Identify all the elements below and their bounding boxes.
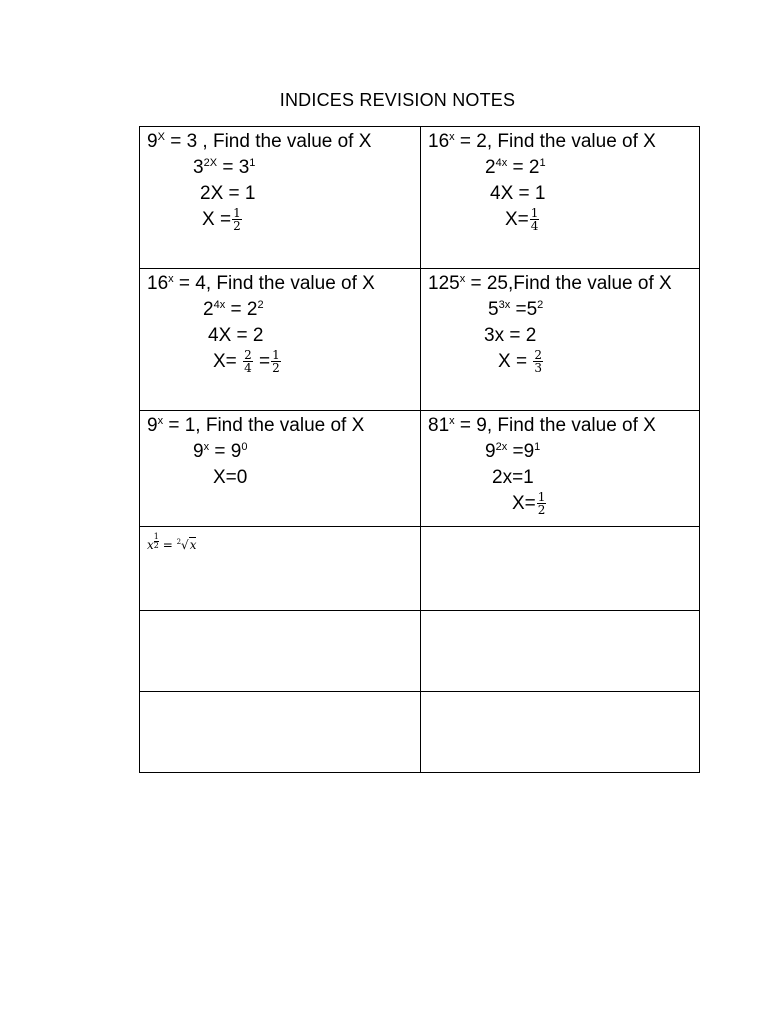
step-exponent: 2x	[495, 441, 508, 453]
step-base: 5	[488, 299, 499, 320]
question-text: = 9, Find the value of X	[454, 415, 656, 436]
question	[428, 129, 699, 155]
fraction	[530, 207, 540, 232]
cell-empty	[421, 611, 700, 692]
cell-q1	[140, 127, 421, 269]
numerator: 1	[537, 490, 546, 505]
question-exponent: x	[157, 415, 164, 427]
cell-empty	[421, 527, 700, 611]
table-row	[140, 411, 700, 527]
question-text: = 1, Find the value of X	[163, 415, 365, 436]
step-text: = 2	[507, 157, 540, 178]
denominator: 2	[272, 361, 280, 376]
root-index: 2	[176, 538, 182, 546]
step	[428, 155, 699, 181]
step-text: X=	[512, 493, 536, 514]
table-row	[140, 269, 700, 411]
question-base: 9	[147, 131, 158, 152]
step-exponent: 0	[241, 441, 248, 453]
question-base: 9	[147, 415, 158, 436]
numerator: 1	[153, 532, 159, 541]
denominator: 2	[153, 541, 159, 550]
step-text: X =	[202, 209, 232, 230]
indices-table	[139, 126, 700, 773]
table-row	[140, 611, 700, 692]
cell-empty	[140, 692, 421, 773]
cell-empty	[140, 611, 421, 692]
formula-variable: x	[147, 538, 154, 552]
step-exponent: 4x	[213, 299, 226, 311]
question-exponent: x	[449, 415, 455, 427]
cell-q3	[140, 269, 421, 411]
question-base: 125	[428, 273, 460, 294]
step-exponent: 3x	[498, 299, 511, 311]
step-text: X =	[498, 351, 533, 372]
question-text: = 2, Find the value of X	[454, 131, 656, 152]
step: X=0	[213, 467, 248, 488]
step: 4X = 2	[208, 325, 264, 346]
step-base: 2	[485, 157, 496, 178]
question-exponent: x	[168, 273, 174, 285]
step	[428, 349, 699, 375]
table-row	[140, 692, 700, 773]
step-text: = 2	[225, 299, 258, 320]
question	[147, 271, 420, 297]
step	[428, 297, 699, 323]
step	[147, 349, 420, 375]
step-exponent: 1	[539, 157, 546, 169]
question-text: = 3 , Find the value of X	[164, 131, 372, 152]
fractional-index-formula	[147, 529, 420, 554]
cell-empty	[421, 692, 700, 773]
cell-q4	[421, 269, 700, 411]
numerator: 1	[530, 206, 539, 221]
question-text: = 4, Find the value of X	[173, 273, 375, 294]
cell-formula	[140, 527, 421, 611]
numerator: 1	[233, 206, 241, 221]
step-exponent: 4x	[495, 157, 508, 169]
denominator: 2	[233, 219, 241, 234]
step	[147, 155, 420, 181]
radicand: x	[189, 538, 197, 552]
step-text: =	[253, 351, 271, 372]
page-title: INDICES REVISION NOTES	[279, 90, 516, 110]
step-base: 2	[203, 299, 214, 320]
radical: $^2$√x	[176, 538, 197, 552]
step-text: =5	[510, 299, 538, 320]
step-text: = 3	[217, 157, 250, 178]
step-exponent: 1	[249, 157, 256, 169]
step-base: 3	[193, 157, 204, 178]
numerator: 1	[272, 348, 280, 363]
step: 2X = 1	[200, 183, 256, 204]
fraction	[271, 349, 281, 374]
question	[428, 413, 699, 439]
step	[147, 439, 420, 465]
denominator: 3	[534, 361, 542, 376]
question	[147, 129, 420, 155]
step	[428, 207, 699, 233]
question-exponent: x	[449, 131, 455, 143]
step-exponent: x	[203, 441, 210, 453]
step-text: =9	[507, 441, 535, 462]
step-base: 9	[193, 441, 204, 462]
question	[147, 413, 420, 439]
table-row	[140, 527, 700, 611]
step	[147, 297, 420, 323]
step-text: X=	[213, 351, 243, 372]
step-base: 9	[485, 441, 496, 462]
step-text: = 9	[209, 441, 242, 462]
step: 3x = 2	[484, 325, 537, 346]
step-text: X=	[505, 209, 529, 230]
fraction	[232, 207, 242, 232]
denominator: 2	[537, 503, 546, 518]
step	[428, 439, 699, 465]
numerator: 2	[244, 348, 252, 363]
fraction	[243, 349, 253, 374]
question-base: 16	[147, 273, 169, 294]
formula-equals: =	[158, 538, 177, 552]
fraction	[533, 349, 543, 374]
step-exponent: 2	[257, 299, 264, 311]
fraction	[537, 491, 547, 516]
step	[428, 491, 699, 517]
question-base: 81	[428, 415, 450, 436]
question-base: 16	[428, 131, 450, 152]
question-text: = 25,Find the value of X	[465, 273, 672, 294]
cell-q6	[421, 411, 700, 527]
question	[428, 271, 699, 297]
step: 4X = 1	[490, 183, 546, 204]
denominator: 4	[530, 219, 539, 234]
table-row	[140, 127, 700, 269]
step: 2x=1	[492, 467, 534, 488]
step-exponent: 2	[537, 299, 544, 311]
question-exponent: x	[459, 273, 466, 285]
step	[147, 207, 420, 233]
cell-q2	[421, 127, 700, 269]
denominator: 4	[244, 361, 252, 376]
step-exponent: 2X	[203, 157, 218, 169]
step-exponent: 1	[534, 441, 541, 453]
cell-q5	[140, 411, 421, 527]
numerator: 2	[534, 348, 542, 363]
question-exponent: X	[157, 131, 165, 143]
